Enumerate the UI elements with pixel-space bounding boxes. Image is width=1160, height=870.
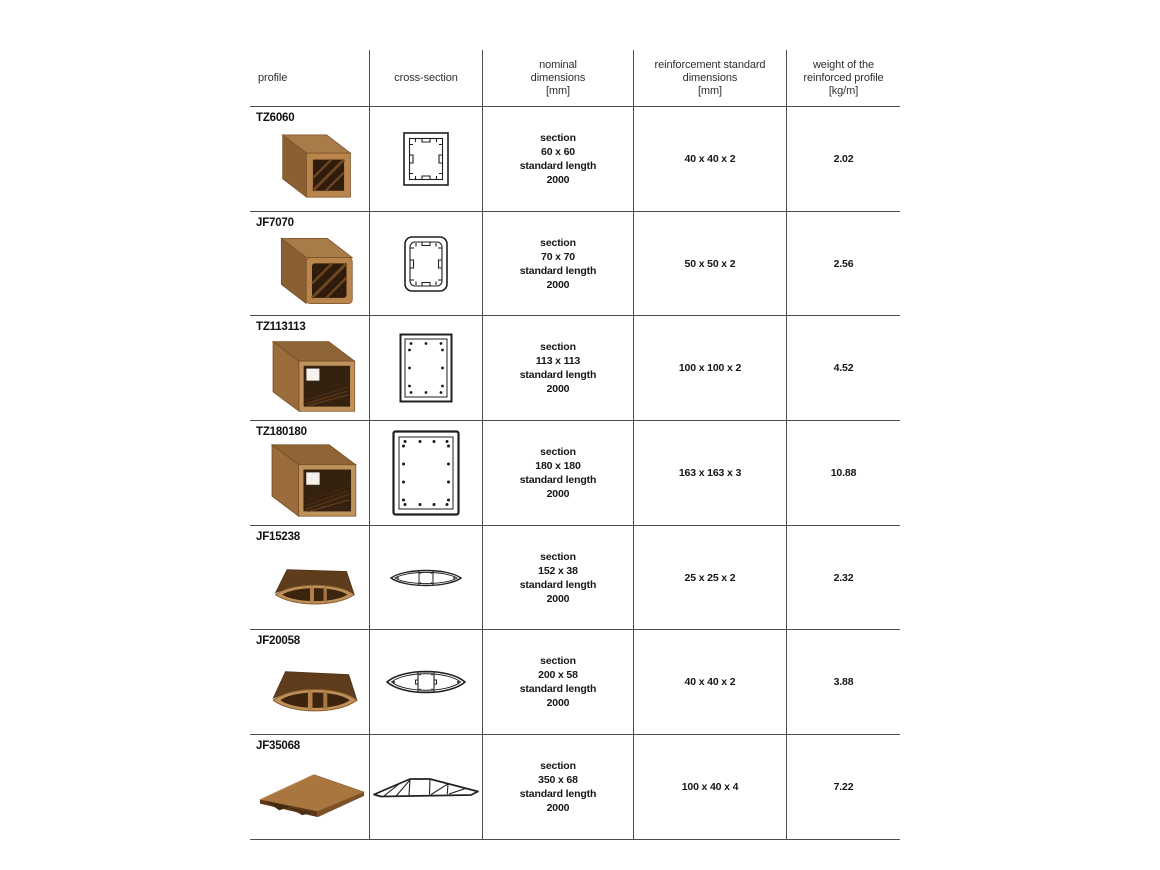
reinforcement-dimensions-cell <box>633 212 786 317</box>
nominal-line: 350 x 68 <box>538 773 578 786</box>
header-line: dimensions <box>682 71 738 84</box>
header-weight <box>786 50 900 107</box>
weight-cell <box>786 735 900 840</box>
nominal-dimensions-cell <box>482 107 633 212</box>
nominal-line: 70 x 70 <box>541 250 575 263</box>
header-line: reinforcement standard <box>654 58 766 71</box>
table-row-profile-cell <box>250 526 369 631</box>
reinforcement-dimensions-cell <box>633 526 786 631</box>
rounded-square-section-drawing-icon <box>403 235 449 293</box>
reinforcement-value: 100 x 100 x 2 <box>678 362 742 375</box>
header-line: weight of the <box>812 58 875 71</box>
weight-value: 2.02 <box>833 152 854 165</box>
header-cross-section <box>369 50 482 107</box>
nominal-line: 200 x 58 <box>538 669 578 682</box>
cross-section-cell <box>369 212 482 317</box>
reinforcement-value: 163 x 163 x 3 <box>678 466 742 479</box>
square-tube-3d-photo-icon <box>268 129 356 203</box>
large-square-section-drawing-icon <box>399 333 453 403</box>
profile-name: TZ180180 <box>256 426 307 439</box>
cross-section-cell <box>369 421 482 526</box>
cross-section-cell <box>369 316 482 421</box>
nominal-line: section <box>540 655 576 668</box>
nominal-line: standard length <box>519 683 597 696</box>
table-row-profile-cell <box>250 421 369 526</box>
profile-name: JF7070 <box>256 216 294 229</box>
header-nominal-dimensions <box>482 50 633 107</box>
nominal-line: 2000 <box>546 278 570 291</box>
nominal-line: standard length <box>519 578 597 591</box>
cross-section-cell <box>369 735 482 840</box>
nominal-line: section <box>540 759 576 772</box>
lens-rail-3d-photo-icon <box>261 659 363 721</box>
nominal-line: 152 x 38 <box>538 564 578 577</box>
nominal-dimensions-cell <box>482 526 633 631</box>
header-line: [mm] <box>545 84 571 97</box>
header-line: reinforced profile <box>803 71 884 84</box>
cross-section-cell <box>369 107 482 212</box>
nominal-line: section <box>540 341 576 354</box>
weight-value: 4.52 <box>833 362 854 375</box>
lens-rail-3d-photo-icon <box>264 556 360 614</box>
weight-value: 2.56 <box>833 257 854 270</box>
profile-name: JF20058 <box>256 635 300 648</box>
nominal-line: section <box>540 550 576 563</box>
table-row-profile-cell <box>250 212 369 317</box>
nominal-line: standard length <box>519 787 597 800</box>
header-reinforcement-dimensions <box>633 50 786 107</box>
reinforcement-value: 40 x 40 x 2 <box>684 676 736 689</box>
hollow-box-3d-photo-icon <box>264 337 360 415</box>
reinforcement-value: 50 x 50 x 2 <box>684 257 736 270</box>
reinforcement-dimensions-cell <box>633 316 786 421</box>
reinforcement-value: 25 x 25 x 2 <box>684 571 736 584</box>
header-line: dimensions <box>530 71 586 84</box>
table-row-profile-cell <box>250 316 369 421</box>
cross-section-cell <box>369 630 482 735</box>
weight-cell <box>786 421 900 526</box>
nominal-line: 113 x 113 <box>535 355 581 368</box>
reinforcement-dimensions-cell <box>633 107 786 212</box>
reinforcement-dimensions-cell <box>633 630 786 735</box>
nominal-line: standard length <box>519 159 597 172</box>
header-line: profile <box>258 71 288 84</box>
nominal-line: 2000 <box>546 697 570 710</box>
nominal-dimensions-cell <box>482 421 633 526</box>
header-profile <box>250 50 369 107</box>
nominal-line: section <box>540 131 576 144</box>
header-line: cross-section <box>394 71 458 84</box>
nominal-dimensions-cell <box>482 735 633 840</box>
nominal-line: 180 x 180 <box>535 459 581 472</box>
header-line: nominal <box>539 58 577 71</box>
cross-section-cell <box>369 526 482 631</box>
wing-board-3d-photo-icon <box>256 767 368 821</box>
table-row-profile-cell <box>250 107 369 212</box>
weight-value: 7.22 <box>833 780 854 793</box>
weight-cell <box>786 630 900 735</box>
nominal-line: standard length <box>519 369 597 382</box>
nominal-line: section <box>540 445 576 458</box>
nominal-line: standard length <box>519 473 597 486</box>
nominal-line: 2000 <box>546 173 570 186</box>
nominal-line: 2000 <box>546 801 570 814</box>
nominal-line: 2000 <box>546 592 570 605</box>
wing-section-drawing-icon <box>372 774 480 800</box>
square-tube-3d-photo-icon <box>266 232 358 310</box>
header-line: [kg/m] <box>828 84 859 97</box>
profile-name: TZ6060 <box>256 112 295 124</box>
weight-cell <box>786 526 900 631</box>
table-row-profile-cell <box>250 735 369 840</box>
lens-section-drawing-icon <box>389 565 463 591</box>
reinforcement-value: 100 x 40 x 4 <box>681 780 739 793</box>
reinforcement-dimensions-cell <box>633 421 786 526</box>
table-row-profile-cell <box>250 630 369 735</box>
nominal-line: 60 x 60 <box>541 145 575 158</box>
weight-value: 3.88 <box>833 676 854 689</box>
nominal-line: section <box>540 236 576 249</box>
nominal-dimensions-cell <box>482 212 633 317</box>
profile-name: JF15238 <box>256 530 300 543</box>
hollow-box-3d-photo-icon <box>263 440 361 520</box>
weight-value: 2.32 <box>833 571 854 584</box>
profile-name: TZ113113 <box>256 321 306 334</box>
header-line: [mm] <box>697 84 723 97</box>
weight-cell <box>786 107 900 212</box>
nominal-line: standard length <box>519 264 597 277</box>
square-hollow-section-drawing-icon <box>402 131 450 187</box>
nominal-dimensions-cell <box>482 316 633 421</box>
nominal-line: 2000 <box>546 383 570 396</box>
large-square-section-drawing-icon <box>392 430 460 516</box>
nominal-dimensions-cell <box>482 630 633 735</box>
weight-value: 10.88 <box>830 466 857 479</box>
profile-name: JF35068 <box>256 740 300 753</box>
lens-section-drawing-icon <box>385 664 467 700</box>
weight-cell <box>786 212 900 317</box>
weight-cell <box>786 316 900 421</box>
profile-spec-table <box>250 50 900 840</box>
reinforcement-value: 40 x 40 x 2 <box>684 152 736 165</box>
reinforcement-dimensions-cell <box>633 735 786 840</box>
nominal-line: 2000 <box>546 487 570 500</box>
